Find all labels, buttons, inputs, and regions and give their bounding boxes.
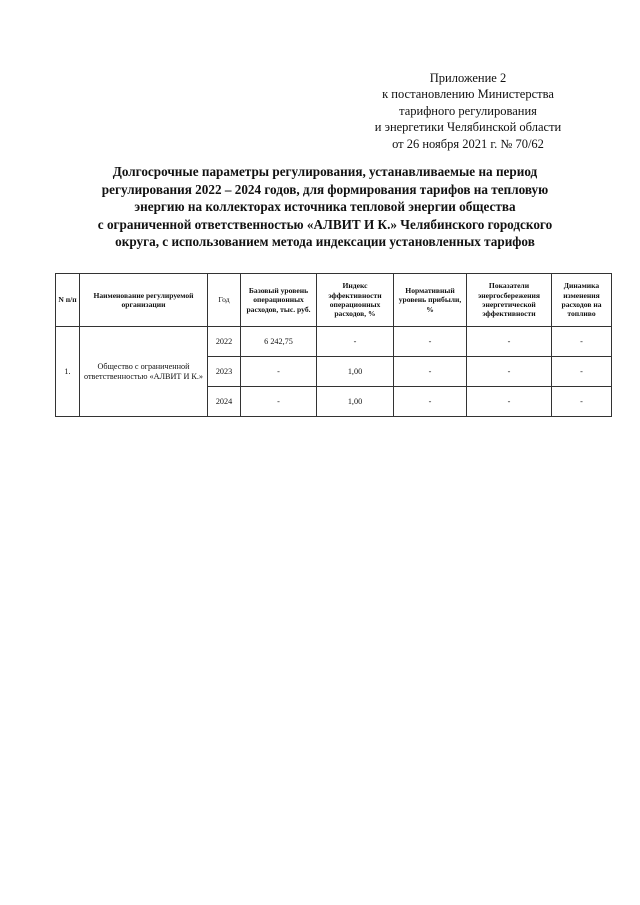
cell-base-costs: - <box>241 357 317 387</box>
cell-energy-saving: - <box>467 357 552 387</box>
cell-fuel-dynamics: - <box>552 387 612 417</box>
title-line: с ограниченной ответственностью «АЛВИТ И К.» Челябинского городского <box>97 216 553 232</box>
title-line: регулирования 2022 – 2024 годов, для формирования тарифов на тепловую <box>101 181 549 197</box>
header-profit-level: Нормативный уровень прибыли, % <box>394 274 467 327</box>
header-base-costs: Базовый уровень операционных расходов, тыс. руб. <box>241 274 317 327</box>
header-fuel-dynamics: Динамика изменения расходов на топливо <box>552 274 612 327</box>
cell-fuel-dynamics: - <box>552 327 612 357</box>
appendix-line: и энергетики Челябинской области <box>374 120 562 135</box>
header-energy-saving: Показатели энергосбережения энергетической эффективности <box>467 274 552 327</box>
appendix-line: от 26 ноября 2021 г. № 70/62 <box>392 136 544 151</box>
cell-year: 2024 <box>208 387 241 417</box>
organization-name: Общество с ограниченной ответственностью «АЛВИТ И К.» <box>80 327 208 417</box>
cell-year: 2022 <box>208 327 241 357</box>
table-row <box>56 327 612 357</box>
cell-year: 2023 <box>208 357 241 387</box>
title-line: энергию на коллекторах источника тепловой энергии общества <box>134 199 516 215</box>
appendix-block <box>318 70 618 152</box>
cell-energy-saving: - <box>467 387 552 417</box>
header-year: Год <box>208 274 241 327</box>
cell-profit-level: - <box>394 357 467 387</box>
cell-energy-saving: - <box>467 327 552 357</box>
cell-efficiency-index: - <box>317 327 394 357</box>
header-efficiency-index: Индекс эффективности операционных расходов, % <box>317 274 394 327</box>
cell-profit-level: - <box>394 387 467 417</box>
cell-profit-level: - <box>394 327 467 357</box>
appendix-line: тарифного регулирования <box>399 103 537 118</box>
appendix-line: Приложение 2 <box>429 71 507 85</box>
title-line: Долгосрочные параметры регулирования, устанавливаемые на период <box>112 164 538 179</box>
header-number: N п/п <box>56 274 80 327</box>
cell-base-costs: 6 242,75 <box>241 327 317 357</box>
row-number: 1. <box>56 327 80 417</box>
cell-base-costs: - <box>241 387 317 417</box>
cell-efficiency-index: 1,00 <box>317 357 394 387</box>
table-header-row <box>56 274 612 327</box>
appendix-line: к постановлению Министерства <box>382 87 554 102</box>
header-organization: Наименование регулируемой организации <box>80 274 208 327</box>
cell-efficiency-index: 1,00 <box>317 387 394 417</box>
cell-fuel-dynamics: - <box>552 357 612 387</box>
title-line: округа, с использованием метода индексации установленных тарифов <box>115 234 535 250</box>
parameters-table <box>55 273 612 417</box>
document-title <box>30 163 620 251</box>
